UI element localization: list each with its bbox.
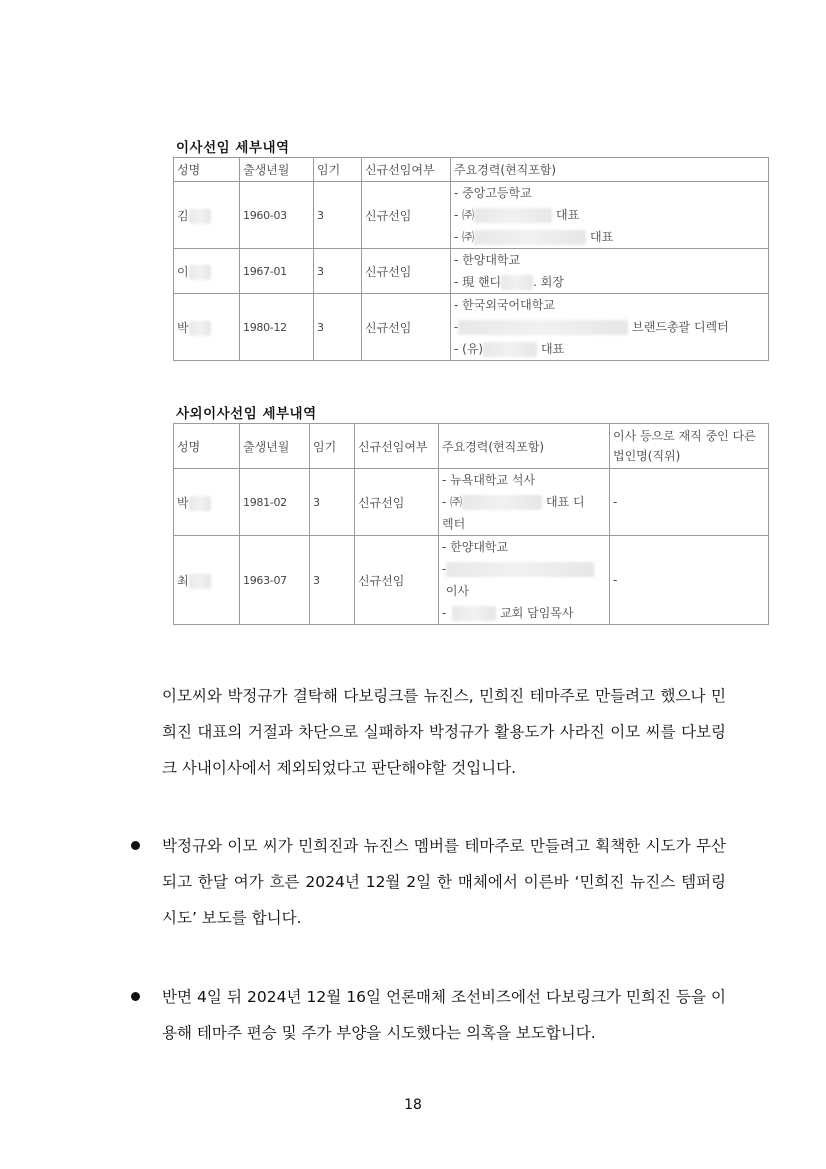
name-cell: 김 <box>174 182 240 249</box>
bullet-paragraph-1: 박정규와 이모 씨가 민희진과 뉴진스 멤버를 테마주로 만들려고 획책한 시도가 무산되고 한달 여가 흐른 2024년 12월 2일 한 매체에서 이른바 ‘민희진 뉴진스 템퍼링 시도’ 보도를 합니다. <box>162 837 726 927</box>
page-number: 18 <box>404 1097 422 1113</box>
name-cell: 이 <box>174 249 240 294</box>
header-career: 주요경력(현직포함) <box>451 158 769 182</box>
birth-cell: 1960-03 <box>240 182 314 249</box>
table-header-row <box>174 424 769 469</box>
table-row <box>174 294 769 361</box>
term-cell: 3 <box>310 536 355 625</box>
bullet-paragraph-2: 반면 4일 뒤 2024년 12월 16일 언론매체 조선비즈에선 다보링크가 민희진 등을 이용해 테마주 편승 및 주가 부양을 시도했다는 의혹을 보도합니다. <box>162 988 726 1042</box>
bullet-2 <box>131 992 140 1001</box>
career-cell: - 한양대학교 - 이사 - 교회 담임목사 <box>439 536 610 625</box>
bullet-1 <box>131 841 140 850</box>
career-cell: - 한양대학교 - 現 핸디 . 회장 <box>451 249 769 294</box>
paragraph-1: 이모씨와 박정규가 결탁해 다보링크를 뉴진스, 민희진 테마주로 만들려고 했으나 민희진 대표의 거절과 차단으로 실패하자 박정규가 활용도가 사라진 이모 씨를 다보링크 사내이사에서 제외되었다고 판단해야할 것입니다. <box>162 687 726 777</box>
table-row <box>174 182 769 249</box>
other-company-cell: - <box>610 536 769 625</box>
birth-cell: 1967-01 <box>240 249 314 294</box>
table1-title: 이사선임 세부내역 <box>176 140 290 156</box>
director-table <box>173 157 769 361</box>
status-cell: 신규선임 <box>362 182 451 249</box>
header-term: 임기 <box>310 424 355 469</box>
table-header-row <box>174 158 769 182</box>
status-cell: 신규선임 <box>362 249 451 294</box>
table-row <box>174 469 769 536</box>
other-company-cell: - <box>610 469 769 536</box>
term-cell: 3 <box>314 249 362 294</box>
name-cell: 박 <box>174 294 240 361</box>
header-term: 임기 <box>314 158 362 182</box>
header-status: 신규선임여부 <box>355 424 439 469</box>
birth-cell: 1980-12 <box>240 294 314 361</box>
term-cell: 3 <box>314 182 362 249</box>
header-other-company: 이사 등으로 재직 중인 다른 법인명(직위) <box>610 424 769 469</box>
header-name: 성명 <box>174 424 240 469</box>
status-cell: 신규선임 <box>362 294 451 361</box>
header-career: 주요경력(현직포함) <box>439 424 610 469</box>
term-cell: 3 <box>310 469 355 536</box>
header-status: 신규선임여부 <box>362 158 451 182</box>
header-birth: 출생년월 <box>240 424 310 469</box>
career-cell: - 뉴욕대학교 석사 - ㈜ 대표 디 렉터 <box>439 469 610 536</box>
header-name: 성명 <box>174 158 240 182</box>
status-cell: 신규선임 <box>355 536 439 625</box>
career-cell: - 중앙고등학교 - ㈜ 대표 - ㈜ 대표 <box>451 182 769 249</box>
table-row <box>174 249 769 294</box>
career-cell: - 한국외국어대학교 - 브랜드총괄 디렉터 - (유) 대표 <box>451 294 769 361</box>
table-row <box>174 536 769 625</box>
outside-director-table <box>173 423 769 625</box>
name-cell: 최 <box>174 536 240 625</box>
header-birth: 출생년월 <box>240 158 314 182</box>
term-cell: 3 <box>314 294 362 361</box>
name-cell: 박 <box>174 469 240 536</box>
status-cell: 신규선임 <box>355 469 439 536</box>
table2-title: 사외이사선임 세부내역 <box>176 406 317 422</box>
birth-cell: 1963-07 <box>240 536 310 625</box>
birth-cell: 1981-02 <box>240 469 310 536</box>
